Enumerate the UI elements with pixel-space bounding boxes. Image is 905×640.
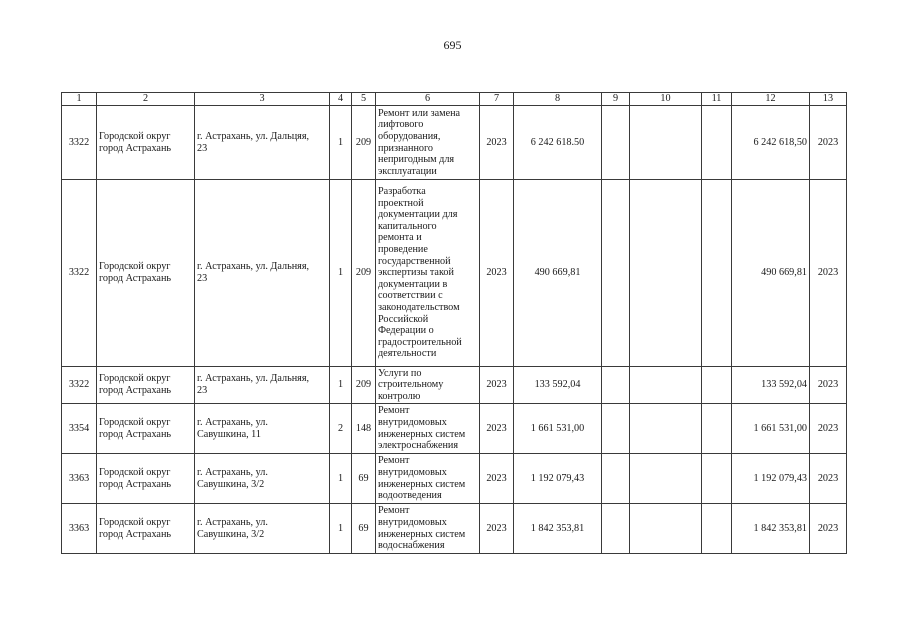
completion-year-cell: 2023 (810, 180, 847, 367)
column-header: 13 (810, 93, 847, 106)
column-header: 3 (195, 93, 330, 106)
column-4-cell: 2 (330, 404, 352, 454)
column-11-cell (702, 106, 732, 180)
column-9-cell (602, 367, 630, 404)
municipality-cell: Городской округ город Астрахань (97, 106, 195, 180)
municipality-cell: Городской округ город Астрахань (97, 404, 195, 454)
total-cost-cell: 6 242 618,50 (732, 106, 810, 180)
address-cell: г. Астрахань, ул. Дальняя, 23 (195, 180, 330, 367)
table-row (62, 404, 847, 454)
row-number-cell: 3322 (62, 180, 97, 367)
column-header: 4 (330, 93, 352, 106)
table-header-row (62, 93, 847, 106)
repair-schedule-table (61, 92, 847, 554)
column-4-cell: 1 (330, 180, 352, 367)
column-4-cell: 1 (330, 367, 352, 404)
municipality-cell: Городской округ город Астрахань (97, 180, 195, 367)
column-4-cell: 1 (330, 454, 352, 504)
column-4-cell: 1 (330, 504, 352, 554)
column-5-cell: 209 (352, 367, 376, 404)
cost-cell: 490 669,81 (514, 180, 602, 367)
cost-cell: 6 242 618.50 (514, 106, 602, 180)
column-11-cell (702, 454, 732, 504)
work-type-cell: Ремонт внутридомовых инженерных систем водоснабжения (376, 504, 480, 554)
column-10-cell (630, 454, 702, 504)
total-cost-cell: 1 842 353,81 (732, 504, 810, 554)
cost-cell: 1 192 079,43 (514, 454, 602, 504)
table-row (62, 106, 847, 180)
column-5-cell: 209 (352, 106, 376, 180)
column-header: 10 (630, 93, 702, 106)
column-5-cell: 209 (352, 180, 376, 367)
column-header: 12 (732, 93, 810, 106)
column-header: 1 (62, 93, 97, 106)
table-row (62, 180, 847, 367)
column-10-cell (630, 180, 702, 367)
column-9-cell (602, 404, 630, 454)
column-9-cell (602, 106, 630, 180)
table-row (62, 367, 847, 404)
total-cost-cell: 1 661 531,00 (732, 404, 810, 454)
column-10-cell (630, 504, 702, 554)
column-header: 2 (97, 93, 195, 106)
row-number-cell: 3363 (62, 504, 97, 554)
year-cell: 2023 (480, 454, 514, 504)
municipality-cell: Городской округ город Астрахань (97, 367, 195, 404)
column-9-cell (602, 454, 630, 504)
column-11-cell (702, 180, 732, 367)
work-type-cell: Услуги по строительному контролю (376, 367, 480, 404)
table-row (62, 504, 847, 554)
column-header: 11 (702, 93, 732, 106)
work-type-cell: Разработка проектной документации для капитального ремонта и проведение государственной экспертизы такой документации в соответствии с законодательством Российской Федерации о градостроительной деятельности (376, 180, 480, 367)
total-cost-cell: 490 669,81 (732, 180, 810, 367)
column-5-cell: 69 (352, 504, 376, 554)
column-11-cell (702, 367, 732, 404)
cost-cell: 1 842 353,81 (514, 504, 602, 554)
row-number-cell: 3363 (62, 454, 97, 504)
completion-year-cell: 2023 (810, 504, 847, 554)
column-header: 5 (352, 93, 376, 106)
address-cell: г. Астрахань, ул. Савушкина, 3/2 (195, 454, 330, 504)
completion-year-cell: 2023 (810, 106, 847, 180)
column-10-cell (630, 367, 702, 404)
column-header: 7 (480, 93, 514, 106)
column-11-cell (702, 504, 732, 554)
year-cell: 2023 (480, 404, 514, 454)
total-cost-cell: 1 192 079,43 (732, 454, 810, 504)
total-cost-cell: 133 592,04 (732, 367, 810, 404)
year-cell: 2023 (480, 367, 514, 404)
address-cell: г. Астрахань, ул. Савушкина, 11 (195, 404, 330, 454)
municipality-cell: Городской округ город Астрахань (97, 504, 195, 554)
cost-cell: 133 592,04 (514, 367, 602, 404)
column-9-cell (602, 504, 630, 554)
work-type-cell: Ремонт внутридомовых инженерных систем электроснабжения (376, 404, 480, 454)
column-header: 8 (514, 93, 602, 106)
column-10-cell (630, 404, 702, 454)
column-9-cell (602, 180, 630, 367)
cost-cell: 1 661 531,00 (514, 404, 602, 454)
year-cell: 2023 (480, 180, 514, 367)
column-header: 9 (602, 93, 630, 106)
year-cell: 2023 (480, 504, 514, 554)
row-number-cell: 3322 (62, 367, 97, 404)
completion-year-cell: 2023 (810, 454, 847, 504)
column-5-cell: 148 (352, 404, 376, 454)
column-5-cell: 69 (352, 454, 376, 504)
address-cell: г. Астрахань, ул. Дальцяя, 23 (195, 106, 330, 180)
page-number: 695 (443, 38, 462, 52)
column-4-cell: 1 (330, 106, 352, 180)
completion-year-cell: 2023 (810, 404, 847, 454)
row-number-cell: 3354 (62, 404, 97, 454)
completion-year-cell: 2023 (810, 367, 847, 404)
municipality-cell: Городской округ город Астрахань (97, 454, 195, 504)
column-header: 6 (376, 93, 480, 106)
row-number-cell: 3322 (62, 106, 97, 180)
address-cell: г. Астрахань, ул. Дальняя, 23 (195, 367, 330, 404)
year-cell: 2023 (480, 106, 514, 180)
address-cell: г. Астрахань, ул. Савушкина, 3/2 (195, 504, 330, 554)
column-11-cell (702, 404, 732, 454)
work-type-cell: Ремонт или замена лифтового оборудования, признанного непригодным для эксплуатации (376, 106, 480, 180)
table-row (62, 454, 847, 504)
work-type-cell: Ремонт внутридомовых инженерных систем водоотведения (376, 454, 480, 504)
column-10-cell (630, 106, 702, 180)
